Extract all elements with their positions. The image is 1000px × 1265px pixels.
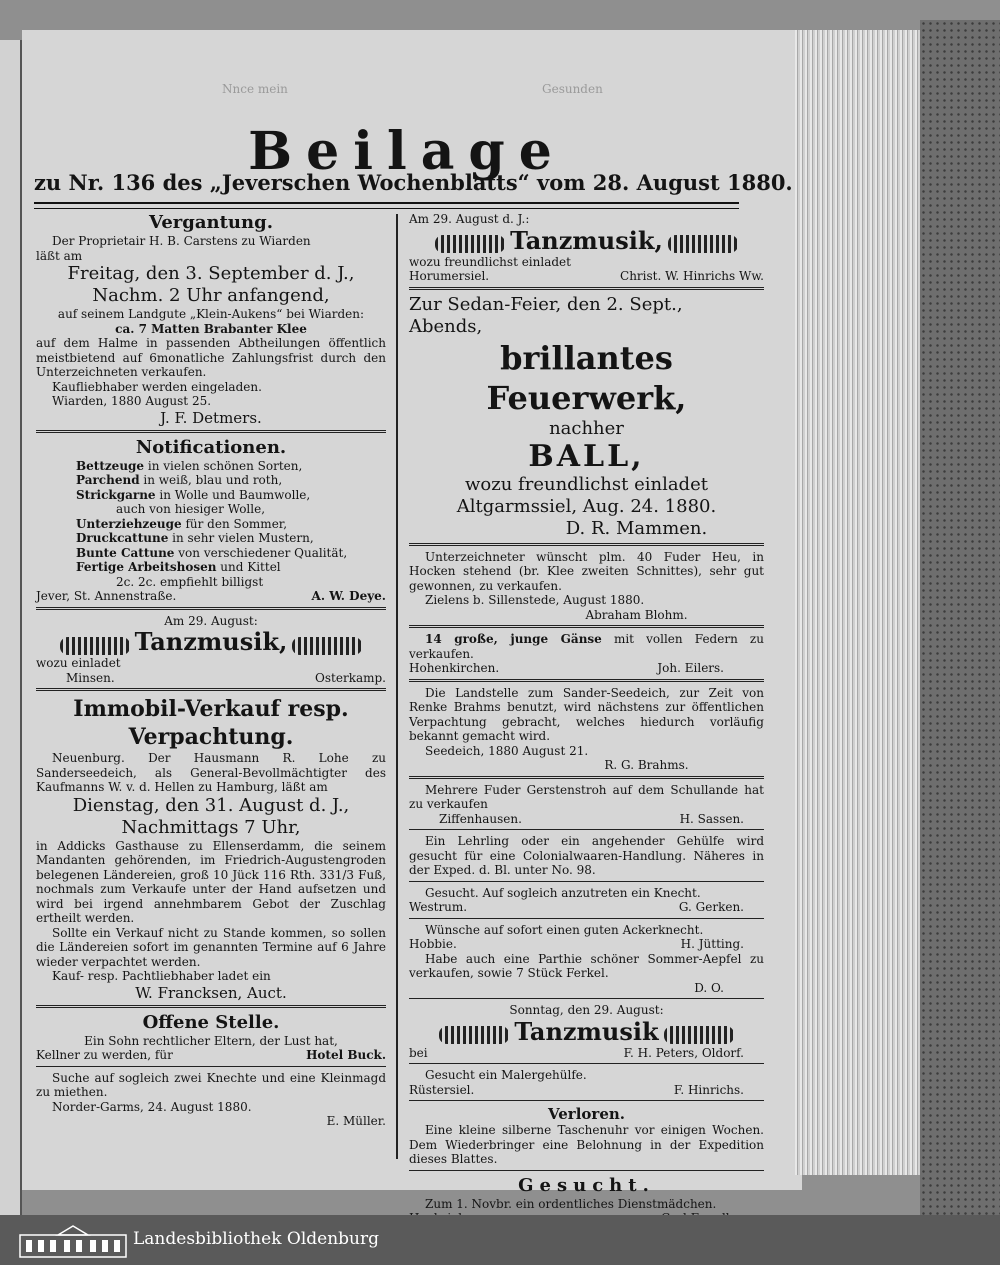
ad-text: Wünsche auf sofort einen guten Ackerknecht. [425,922,704,937]
notification-line [76,575,386,590]
ad-date: Am 29. August d. J.: [409,212,530,226]
separator [409,918,764,919]
notification-text: auch von hiesiger Wolle, [116,502,266,516]
ad-malergehuelfe [409,1068,764,1097]
ad-date: Am 29. August: [164,613,258,628]
ad-title: Tanzmusik, [510,225,663,255]
notification-line [76,531,386,546]
ad-signature: R. G. Brahms. [604,758,689,772]
masthead-subtitle: zu Nr. 136 des „Jeverschen Wochenblatts“ vom 28. August 1880. [34,170,793,195]
ad-text: auf dem Halme in passenden Abtheilungen öffentlich meistbietend auf 6monatliche Zahlungsfrist durch den Unterzeichneten verkaufen. [36,336,386,379]
notification-list [36,459,386,590]
separator [409,625,764,628]
separator [409,1100,764,1101]
ad-item: ca. 7 Matten Brabanter Klee [115,321,307,336]
ad-tanzmusik-horumersiel [409,212,764,284]
notification-line [76,546,386,561]
ad-title: brillantes Feuerwerk, [486,338,687,417]
ad-vergantung [36,212,386,427]
separator [409,543,764,546]
ad-text: mit vollen Federn zu verkaufen. [409,632,764,661]
ad-offene-stelle [36,1012,386,1129]
masthead-rule [34,202,739,209]
ad-heading: Verloren. [548,1105,625,1123]
ad-text: Zum 1. Novbr. ein ordentliches Dienstmädchen. [425,1196,717,1211]
notification-item: Parchend [76,473,140,487]
ad-text: Kellner zu werden, für [36,1048,173,1062]
separator [409,998,764,999]
column-divider [396,214,398,1159]
separator [409,829,764,830]
notification-item: Bunte Cattune [76,545,175,560]
ad-place-date: Seedeich, 1880 August 21. [425,743,589,758]
ornament-icon [292,637,362,655]
viewer-footer [0,1215,1000,1265]
ornament-icon [439,1026,509,1044]
ad-knecht [409,886,764,915]
notification-item: Fertige Arbeitshosen [76,560,217,574]
ad-signature: G. Gerken. [678,900,744,914]
book-cover [920,20,1000,1215]
book-page-edges [795,30,935,1175]
ad-text: nachher [549,417,624,439]
notification-item: Strickgarne [76,487,156,502]
ad-signature: D. R. Mammen. [565,517,708,539]
ad-text: in Addicks Gasthause zu Ellenserdamm, die seinem Mandanten gehörenden, im Friedrich-Augustengroden belegenen Ländereien, groß 10 Jück 116 Rth. 331/3 Fuß, nochmals zum Verkaufe unter der Hand aufsetzen und wird bei irgend annehmbarem Gebot der Zuschlag ertheilt werden. [36,838,386,925]
previous-page-edge [0,40,22,1215]
separator [409,1170,764,1171]
notification-text: in weiß, blau und roth, [139,473,283,487]
ad-text: Neuenburg. Der Hausmann R. Lohe zu Sanderseedeich, als General-Bevollmächtigter des Kaufmanns W. v. d. Hellen zu Hamburg, läßt am [36,751,386,794]
notification-line [76,517,386,532]
ad-immobil-verkauf [36,695,386,1002]
ad-signature: F. H. Peters, Oldorf. [623,1045,744,1060]
ad-text: Der Proprietair H. B. Carstens zu Wiarden [52,234,311,248]
ad-lehrling [409,834,764,878]
ad-signature: H. Sassen. [679,811,744,826]
ad-signature: E. Müller. [326,1114,386,1128]
ad-place: Horumersiel. [409,269,490,283]
ad-text: Abends, [409,315,483,337]
ad-text: wozu freundlichst einladet [465,473,708,495]
ad-signature: Joh. Eilers. [657,661,724,675]
ad-date: Dienstag, den 31. August d. J., [72,794,350,816]
ad-ackerknecht [409,923,764,996]
ad-heading: Verpachtung. [128,724,294,750]
ad-text: Ein Sohn rechtlicher Eltern, der Lust hat, [84,1033,338,1048]
separator [36,430,386,433]
notification-text: für den Sommer, [181,516,288,531]
separator [36,1005,386,1008]
ad-place-date: Zielens b. Sillenstede, August 1880. [425,593,645,607]
ad-time: Nachm. 2 Uhr anfangend, [92,285,330,306]
ad-place: Ziffenhausen. [439,811,522,826]
notification-item: Unterziehzeuge [76,516,182,531]
notification-item: Bettzeuge [76,458,145,473]
separator [36,607,386,610]
ad-title: BALL, [528,438,645,474]
ad-title: Tanzmusik [514,1016,659,1046]
ad-notificationen [36,437,386,604]
ad-gaense [409,632,764,676]
ad-signature: Christ. W. Hinrichs Ww. [620,269,764,283]
ad-signature: Hotel Buck. [306,1048,386,1062]
notification-text: von verschiedener Qualität, [174,545,348,560]
ad-place: Rüstersiel. [409,1082,475,1097]
separator [409,287,764,290]
ad-text: Ein Lehrling oder ein angehender Gehülfe wird gesucht für eine Colonialwaaren-Handlung. Näheres in der Exped. d. Bl. unter No. 98. [409,834,764,877]
ad-place: Hobbie. [409,937,457,951]
bleed-through-text-left: Nnce mein [222,82,288,96]
ad-text: Habe auch eine Parthie schöner Sommer-Aepfel zu verkaufen, sowie 7 Stück Ferkel. [409,951,764,980]
notification-text: in sehr vielen Mustern, [168,531,314,545]
ad-tanzmusik-oldorf [409,1003,764,1060]
ad-text: Gesucht. Auf sogleich anzutreten ein Knecht. [425,885,701,900]
ad-place-date: Altgarmssiel, Aug. 24. 1880. [456,495,717,517]
ad-signature: W. Francksen, Auct. [135,983,287,1002]
ad-time: Nachmittags 7 Uhr, [121,816,301,838]
ad-signature: A. W. Deye. [311,589,386,603]
newspaper-page [22,30,802,1211]
separator [409,679,764,682]
ad-date: Freitag, den 3. September d. J., [67,263,355,284]
ad-text: Unterzeichneter wünscht plm. 40 Fuder Heu, in Hocken stehend (br. Klee zweiten Schnittes), sehr gut gewonnen, zu verkaufen. [409,549,764,593]
notification-line [76,560,386,575]
ad-date: Sonntag, den 29. August: [509,1003,664,1017]
ad-heading: Immobil-Verkauf resp. [73,696,349,722]
notification-line [76,473,386,488]
ad-gerstenstroh [409,783,764,827]
masthead-title: Beilage [248,121,566,182]
left-column [36,212,386,1129]
ad-heading: Notificationen. [135,436,287,458]
ad-text: Kaufliebhaber werden eingeladen. [52,379,262,394]
ad-signature: D. O. [694,980,724,995]
notification-line [76,459,386,474]
ad-landstelle [409,686,764,773]
notification-text: 2c. 2c. empfiehlt billigst [116,574,264,589]
ad-verloren [409,1105,764,1167]
separator [409,881,764,882]
ad-signature: Abraham Blohm. [585,607,688,622]
separator [36,1066,386,1067]
notification-line [76,488,386,503]
bleed-through-text-right: Gesunden [542,82,603,96]
ad-signature: H. Jütting. [680,937,744,951]
ad-place: Jever, St. Annenstraße. [36,589,177,603]
ad-tanzmusik-minsen [36,614,386,686]
right-column [409,212,764,1226]
ad-place-date: Norder-Garms, 24. August 1880. [52,1099,252,1114]
ad-heading: Vergantung. [149,212,273,233]
ad-heading: Gesucht. [518,1174,655,1196]
ornament-icon [668,235,738,253]
ad-place: Minsen. [66,670,115,685]
ad-signature: Osterkamp. [315,670,386,685]
ad-text: Zur Sedan-Feier, den 2. Sept., [409,293,683,315]
ad-heu [409,550,764,623]
notification-item: Druckcattune [76,531,169,545]
notification-line [76,502,386,517]
ad-signature: F. Hinrichs. [673,1082,744,1097]
ad-text: Eine kleine silberne Taschenuhr vor einigen Wochen. Dem Wiederbringer eine Belohnung in der Expedition dieses Blattes. [409,1123,764,1166]
ad-text: Mehrere Fuder Gerstenstroh auf dem Schullande hat zu verkaufen [409,782,764,811]
library-building-icon[interactable] [20,1225,126,1257]
ad-text: wozu einladet [36,656,121,670]
ad-title: Tanzmusik, [134,627,288,656]
notification-text: in vielen schönen Sorten, [144,458,303,473]
ad-text: bei [409,1045,428,1060]
ornament-icon [435,235,505,253]
separator [409,1063,764,1064]
ad-text: Die Landstelle zum Sander-Seedeich, zur Zeit von Renke Brahms benutzt, wird nächstens zur öffentlichen Verpachtung gebracht, welches hiedurch vorläufig bekannt gemacht wird. [409,685,764,743]
ornament-icon [60,637,130,655]
ad-place-date: Wiarden, 1880 August 25. [52,394,212,408]
separator [36,688,386,691]
notification-text: und Kittel [216,560,281,574]
ad-signature: J. F. Detmers. [160,408,262,427]
library-name[interactable]: Landesbibliothek Oldenburg [133,1229,380,1249]
ad-text: wozu freundlichst einladet [409,254,571,269]
ad-text: Suche auf sogleich zwei Knechte und eine Kleinmagd zu miethen. [36,1070,386,1099]
notification-text: in Wolle und Baumwolle, [155,487,311,502]
ad-heading: Offene Stelle. [142,1011,280,1033]
ad-text: Gesucht ein Malergehülfe. [425,1068,587,1082]
ornament-icon [664,1026,734,1044]
ad-text: Sollte ein Verkauf nicht zu Stande kommen, so sollen die Ländereien sofort im genannten Termine auf 6 Jahre wieder verpachtet werden. [36,925,386,969]
ad-text: läßt am [36,248,83,263]
ad-place: Westrum. [409,900,468,914]
separator [409,776,764,779]
ad-place: Hohenkirchen. [409,661,500,675]
ad-text: Kauf- resp. Pachtliebhaber ladet ein [52,969,271,983]
ad-sedan-feier [409,294,764,540]
ad-text: auf seinem Landgute „Klein-Aukens“ bei Wiarden: [57,307,365,321]
ad-item: 14 große, junge Gänse [425,632,602,646]
